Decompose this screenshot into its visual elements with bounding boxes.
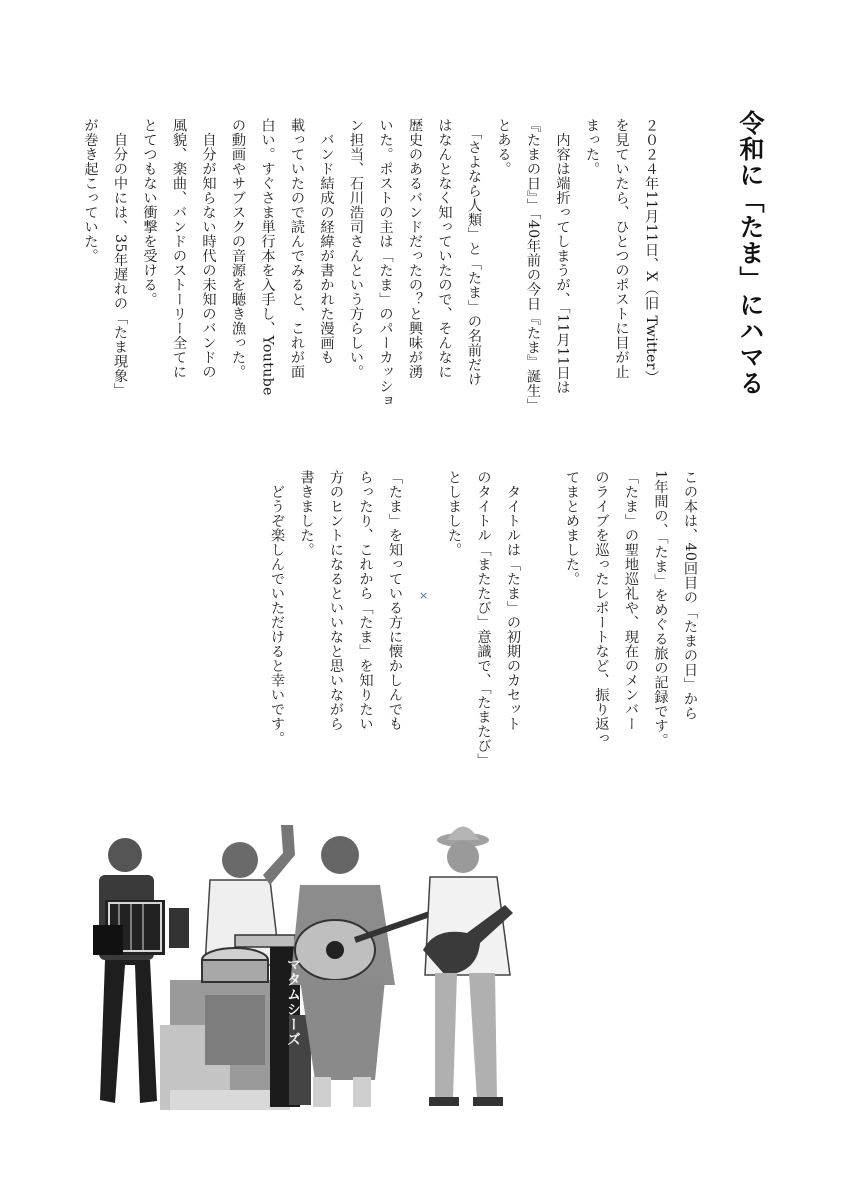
electric-guitarist xyxy=(423,827,513,1107)
afterword-paragraphs: この本は、40回目の「たまの日」から 1年間の、「たま」をめぐる旅の記録です。 「たま」の聖地巡礼や、現在のメンバー のライブを巡ったレポートなど、振り返っ てまとめました。 タイトルは「たま」の初期のカセット のタイトル「またたび」意識で、「たまたび」 としました。 「たま」を知っている方に懐かしんでも らったり、これから「たま」を知りたい 方のヒントになるといいなと思いながら 書きました。 どうぞ楽しんでいただけると幸いです。 xyxy=(269,470,698,768)
intro-paragraphs: ２０２４年11月11日、X（旧 Twitter） を見ていたら、ひとつのポストに目が止 まった。 内容は端折ってしまうが、「11月11日は 『たまの日』」「40年前の今日『たま』誕生」 とある。 「さよなら人類」と「たま」の名前だけ はなんとなく知っていたので、そんなに 歴史のあるバンドだったの？と興味が湧 いた。ポストの主は「たま」のパーカッショ ン担当、石川浩司さんという方らしい。 バンド結成の経緯が書かれた漫画も 載っていたので読んでみると、これが面 白い。すぐさま単行本を入手し、Youtube の動画やサブスクの音源を聴き漁った。 自分が知らない時代の未知のバンドの 風貌、楽曲、バンドのストーリー全てに とてつもない衝撃を受ける。 自分の中には、35年遅れの「たま現象」 が巻き起こっていた。 xyxy=(82,118,659,413)
band-illustration xyxy=(85,815,565,1125)
stand-label: マタムシーズ xyxy=(285,957,301,1047)
cross-mark: × xyxy=(419,589,429,602)
page-title: 令和に「たま」にハマる xyxy=(736,110,765,396)
